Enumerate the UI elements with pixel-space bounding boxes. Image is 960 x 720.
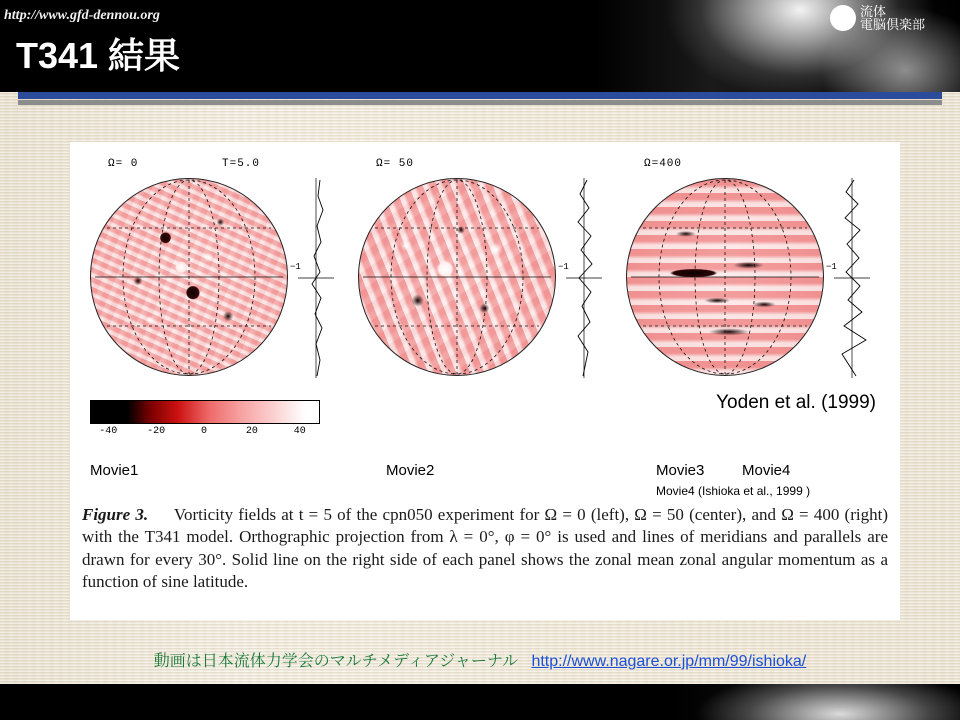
zonal-profile-1: [290, 178, 338, 378]
colorbar-tick: -40: [99, 426, 118, 437]
logo-circle-icon: [830, 5, 856, 31]
time-label: T=5.0: [222, 158, 261, 170]
bottom-japanese-text: 動画は日本流体力学会のマルチメディアジャーナル: [153, 653, 519, 670]
zonal-profile-curve-icon: [826, 178, 874, 378]
accent-bar-gray: [18, 100, 942, 105]
globe-panel-3: [618, 156, 878, 402]
profile-tick-label-3: −1: [826, 262, 837, 272]
colorbar: [90, 400, 330, 440]
colorbar-tick: -20: [147, 426, 166, 437]
movie-links-row: [70, 462, 900, 506]
zonal-profile-curve-icon: [558, 178, 606, 378]
zonal-profile-2: [558, 178, 606, 378]
meridian-grid-icon: [91, 179, 287, 375]
footer-bar: [0, 684, 960, 720]
movie-link-5[interactable]: Movie4 (Ishioka et al., 1999 ): [656, 484, 811, 498]
movie-link-1[interactable]: Movie1: [90, 462, 139, 479]
meridian-grid-icon: [359, 179, 555, 375]
movie-link-4[interactable]: Movie4: [742, 462, 791, 479]
vorticity-globe-3: [626, 178, 824, 376]
bottom-link-line: [0, 648, 960, 671]
colorbar-ticks: [90, 426, 318, 440]
footer-url[interactable]: http://www.gfd-dennou.org: [4, 8, 160, 23]
colorbar-tick: 20: [245, 426, 258, 437]
globe-panel-1: [82, 156, 342, 402]
figure-caption-text: Vorticity fields at t = 5 of the cpn050 experiment for Ω = 0 (left), Ω = 50 (center), and Ω = 400 (right) with the T341 model. Orthographic projection from λ = 0°, φ = 0° is used and lines of meridians and parallels are drawn for every 30°. Solid line on the right side of each panel shows the zonal mean zonal angular momentum as a function of sine latitude.: [82, 505, 888, 592]
citation-text: Yoden et al. (1999): [716, 392, 876, 413]
movie-link-3[interactable]: Movie3: [656, 462, 705, 479]
vorticity-globe-2: [358, 178, 556, 376]
omega-label-2: Ω= 50: [376, 158, 415, 170]
accent-bar-blue: [18, 92, 942, 99]
globes-row: [70, 142, 900, 402]
profile-tick-label-1: −1: [290, 262, 301, 272]
dennou-club-logo: [830, 2, 950, 34]
figure-caption-label: Figure 3.: [82, 505, 149, 524]
zonal-profile-curve-icon: [290, 178, 338, 378]
figure-panel: [70, 142, 900, 620]
colorbar-tick: 0: [200, 426, 208, 437]
zonal-profile-3: [826, 178, 874, 378]
globe-panel-2: [350, 156, 610, 402]
omega-label-3: Ω=400: [644, 158, 683, 170]
page-title: T341 結果: [16, 35, 181, 76]
vorticity-globe-1: [90, 178, 288, 376]
colorbar-tick: 40: [293, 426, 306, 437]
logo-text: 流体 電脳倶楽部: [860, 4, 926, 32]
colorbar-gradient: [90, 400, 320, 424]
profile-tick-label-2: −1: [558, 262, 569, 272]
omega-label-1: Ω= 0: [108, 158, 139, 170]
movie-link-2[interactable]: Movie2: [386, 462, 435, 479]
bottom-url-link[interactable]: http://www.nagare.or.jp/mm/99/ishioka/: [531, 653, 807, 670]
meridian-grid-icon: [627, 179, 823, 375]
figure-caption: [82, 504, 888, 594]
